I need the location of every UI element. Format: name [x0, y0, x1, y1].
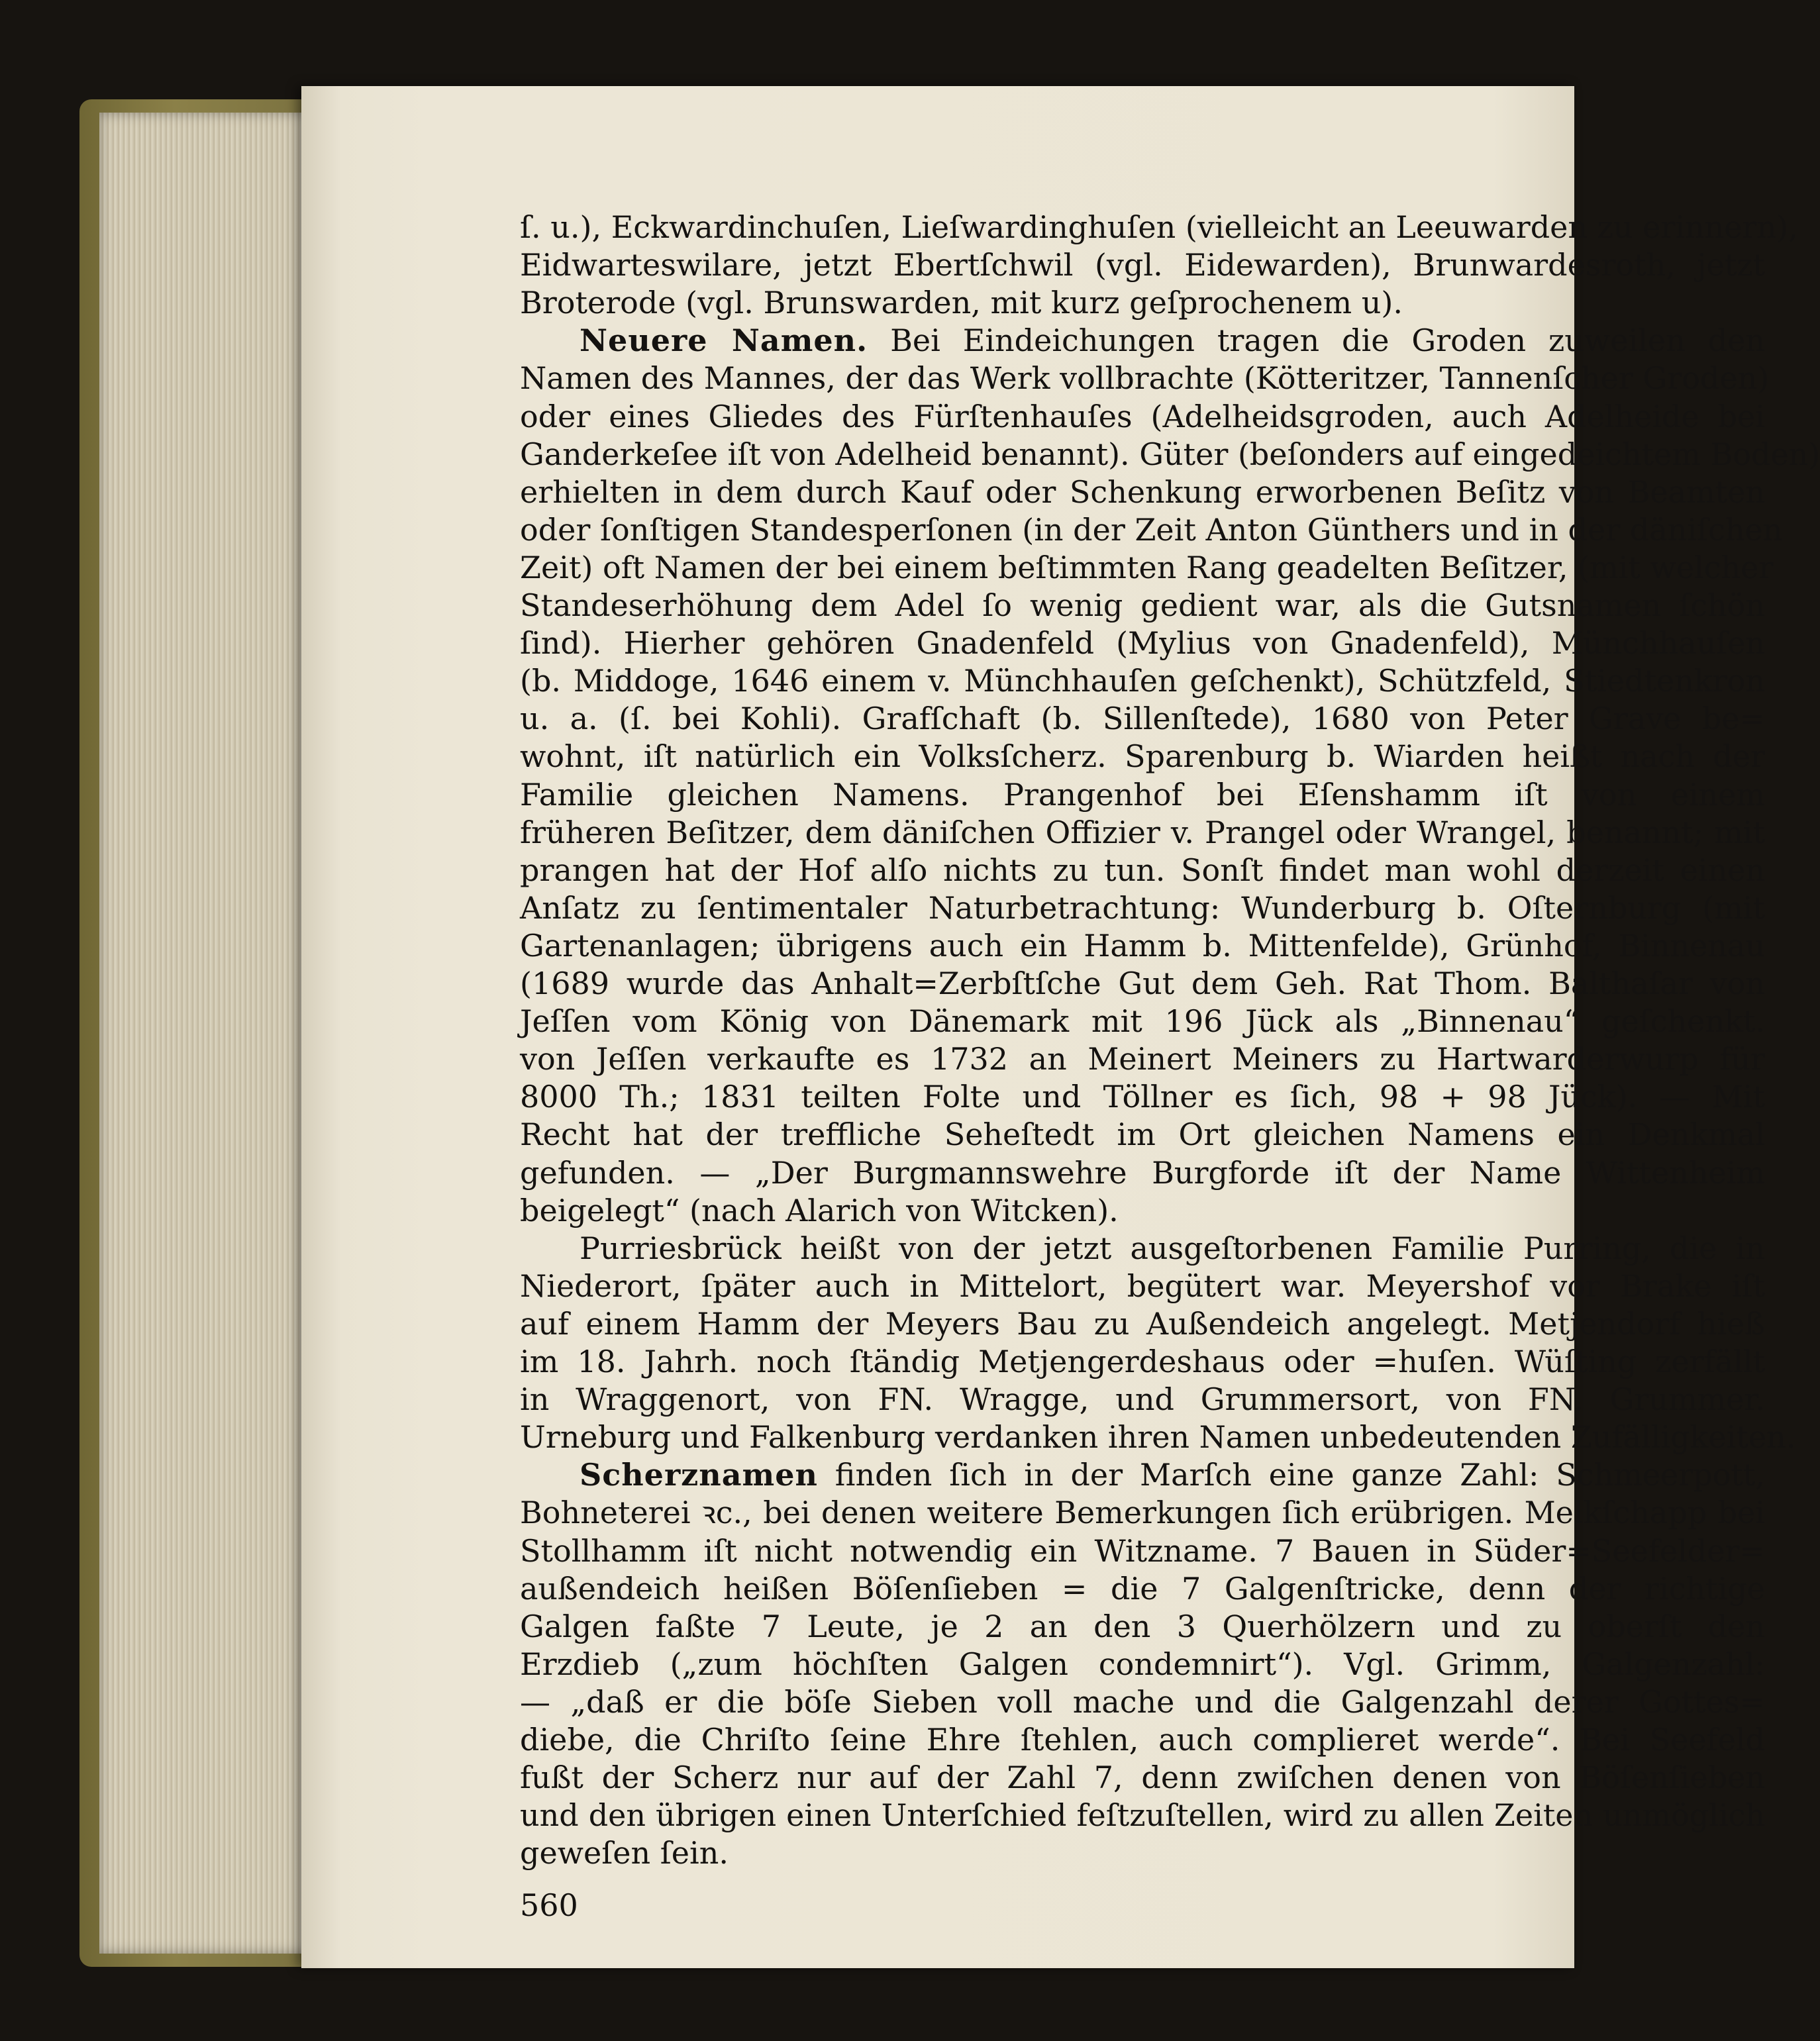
line-text: Erzdieb („zum höchſten Galgen condemnirt“). Vgl. Grimm, Galgenzahl: [520, 1646, 1765, 1682]
text-line [520, 1154, 1765, 1191]
text-line [520, 1078, 1765, 1115]
section-heading: Neuere Namen. [580, 323, 868, 359]
text-line [520, 1343, 1765, 1380]
text-line [520, 587, 1765, 624]
text-line [520, 1646, 1765, 1683]
text-line [520, 889, 1765, 926]
line-text: Galgen faßte 7 Leute, je 2 an den 3 Querhölzern und zu oberſt den [520, 1608, 1765, 1644]
line-text: in Wraggenort, von FN. Wragge, und Grummersort, von FN. Grummer. [520, 1381, 1765, 1418]
text-line [520, 511, 1783, 548]
line-text: Recht hat der treffliche Seheſtedt im Ort gleichen Namens ein Denkmal [520, 1117, 1765, 1153]
text-line [520, 1381, 1765, 1418]
text-line [520, 1797, 1765, 1834]
text-line [520, 1608, 1765, 1645]
text-line [520, 1683, 1765, 1720]
line-text: früheren Beſitzer, dem däniſchen Offizier v. Prangel oder Wrangel, benannt; mit [520, 814, 1765, 850]
line-text: von Jeſſen verkaufte es 1732 an Meinert Meiners zu Hartwarderwurp für [520, 1041, 1765, 1077]
text-line [520, 776, 1765, 813]
text-line [520, 738, 1765, 775]
line-text: Namen des Mannes, der das Werk vollbrachte (Kötteritzer, Tannenſcher Groden) [520, 360, 1770, 397]
line-text: wohnt, iſt natürlich ein Volksſcherz. Sparenburg b. Wiarden heißt nach der [520, 738, 1765, 775]
line-text: Bohneterei ꝛc., bei denen weitere Bemerkungen ſich erübrigen. Melkſchapp bei [520, 1495, 1765, 1531]
line-text: oder eines Gliedes des Fürſtenhauſes (Adelheidsgroden, auch Adelheide bei [520, 398, 1765, 434]
line-text: außendeich heißen Böſenſieben = die 7 Galgenſtricke, denn der richtige [520, 1570, 1765, 1607]
text-line [520, 1759, 1765, 1796]
text-line [520, 1003, 1765, 1040]
text-line [520, 1494, 1765, 1531]
line-text: beigelegt“ (nach Alarich von Witcken). [520, 1192, 1119, 1228]
text-line [520, 284, 1403, 321]
text-line [520, 1532, 1765, 1569]
line-text: Bei Eindeichungen tragen die Groden zuweilen den [868, 323, 1766, 359]
text-line [520, 1419, 1796, 1456]
line-text: Eidwarteswilare, jetzt Ebertſchwil (vgl. Eidewarden), Brunwardesroth, jetzt [520, 247, 1765, 283]
text-line [520, 1834, 729, 1871]
line-text: Anſatz zu ſentimentaler Naturbetrachtung: Wunderburg b. Oſternburg (mit [520, 889, 1765, 926]
line-text: Stollhamm iſt nicht notwendig ein Witzname. 7 Bauen in Süder=Seefelder= [520, 1532, 1765, 1569]
line-text: geweſen ſein. [520, 1835, 729, 1871]
line-text: Urneburg und Falkenburg verdanken ihren Namen unbedeutenden Zufälligkeiten. [520, 1419, 1796, 1456]
text-line [520, 1268, 1765, 1305]
text-line [520, 398, 1765, 435]
line-text: erhielten in dem durch Kauf oder Schenkung erworbenen Beſitz von Beamten [520, 473, 1765, 510]
text-line [520, 1192, 1119, 1229]
line-text: auf einem Hamm der Meyers Bau zu Außendeich angelegt. Metjendorf hieß [520, 1305, 1765, 1342]
text-line [580, 322, 1765, 359]
line-text: finden ſich in der Marſch eine ganze Zahl: Schmeerpott, [817, 1457, 1765, 1493]
text-line [520, 1721, 1765, 1758]
line-text: prangen hat der Hof alſo nichts zu tun. Sonſt findet man wohl derzeit einen [520, 852, 1765, 888]
page-edges [99, 113, 318, 1954]
text-line [520, 360, 1770, 397]
text-line [580, 1456, 1765, 1493]
line-text: Jeſſen vom König von Dänemark mit 196 Jück als „Binnenau“ geſchenkt. [520, 1003, 1765, 1040]
text-line [580, 1230, 1765, 1267]
line-text: gefunden. — „Der Burgmannswehre Burgforde iſt der Name Wittenheim [520, 1154, 1765, 1191]
line-text: — „daß er die böſe Sieben voll mache und die Galgenzahl derer Gottes= [520, 1683, 1765, 1720]
text-line [520, 662, 1765, 699]
line-text: Zeit) oft Namen der bei einem beſtimmten Rang geadelten Beſitzer, (mit welcher [520, 549, 1774, 585]
line-text: (b. Middoge, 1646 einem v. Münchhauſen geſchenkt), Schützfeld, Stiedtenkron [520, 663, 1765, 699]
text-line [520, 1570, 1765, 1607]
text-line [520, 1040, 1765, 1077]
text-line [520, 473, 1765, 511]
text-line [520, 700, 1765, 737]
line-text: (1689 wurde das Anhalt=Zerbſtſche Gut dem Geh. Rat Thom. Balthaſar von [520, 966, 1765, 1001]
line-text: diebe, die Chriſto ſeine Ehre ſtehlen, auch complieret werde“. Bei Seefeld [520, 1722, 1765, 1758]
line-text: im 18. Jahrh. noch ſtändig Metjengerdeshaus oder =huſen. Wüſting zerfällt [520, 1344, 1765, 1379]
line-text: Broterode (vgl. Brunswarden, mit kurz geſprochenem u). [520, 285, 1403, 321]
line-text: u. a. (ſ. bei Kohli). Grafſchaft (b. Sillenſtede), 1680 von Peter Grave be= [520, 701, 1765, 737]
line-text: Gartenanlagen; übrigens auch ein Hamm b. Mittenfelde), Grünhof, Binnenau [520, 927, 1765, 964]
line-text: Niederort, ſpäter auch in Mittelort, begütert war. Meyershof vor Brake iſt [520, 1268, 1765, 1304]
line-text: oder ſonſtigen Standesperſonen (in der Zeit Anton Günthers und in der däniſchen [520, 511, 1783, 548]
book-page [301, 86, 1820, 1968]
text-line [520, 549, 1774, 586]
line-text: fußt der Scherz nur auf der Zahl 7, denn zwiſchen denen von Böſenſieben [520, 1760, 1765, 1796]
text-line [520, 814, 1765, 851]
text-line [520, 1116, 1765, 1153]
line-text: ſ. u.), Eckwardinchuſen, Lieſwardinghuſen (vielleicht an Leeuwarden zu erinnern), [520, 209, 1798, 245]
text-line [520, 1305, 1765, 1342]
text-line [520, 436, 1820, 473]
text-line [520, 209, 1798, 246]
line-text: Familie gleichen Namens. Prangenhof bei Eſenshamm iſt von einem [520, 776, 1765, 813]
line-text: 8000 Th.; 1831 teilten Folte und Töllner es ſich, 98 + 98 Jück). — Mit [520, 1079, 1765, 1115]
page-number: 560 [520, 1887, 578, 1923]
line-text: ſind). Hierher gehören Gnadenfeld (Mylius von Gnadenfeld), Münchhauſen [520, 625, 1765, 662]
line-text: Standeserhöhung dem Adel ſo wenig gedient war, als die Gutsnamen ſchön [520, 587, 1765, 623]
text-line [520, 927, 1765, 964]
text-line [520, 624, 1765, 662]
text-line [520, 965, 1765, 1002]
line-text: Ganderkeſee iſt von Adelheid benannt). Güter (beſonders auf eingedeichtem Boden) [520, 436, 1820, 472]
line-text: und den übrigen einen Unterſchied feſtzuſtellen, wird zu allen Zeiten unmöglich [520, 1797, 1765, 1834]
text-line [520, 246, 1765, 283]
section-heading: Scherznamen [580, 1457, 818, 1493]
text-line [520, 852, 1765, 889]
line-text: Purriesbrück heißt von der jetzt ausgeſtorbenen Familie Purring, die in [580, 1230, 1765, 1266]
